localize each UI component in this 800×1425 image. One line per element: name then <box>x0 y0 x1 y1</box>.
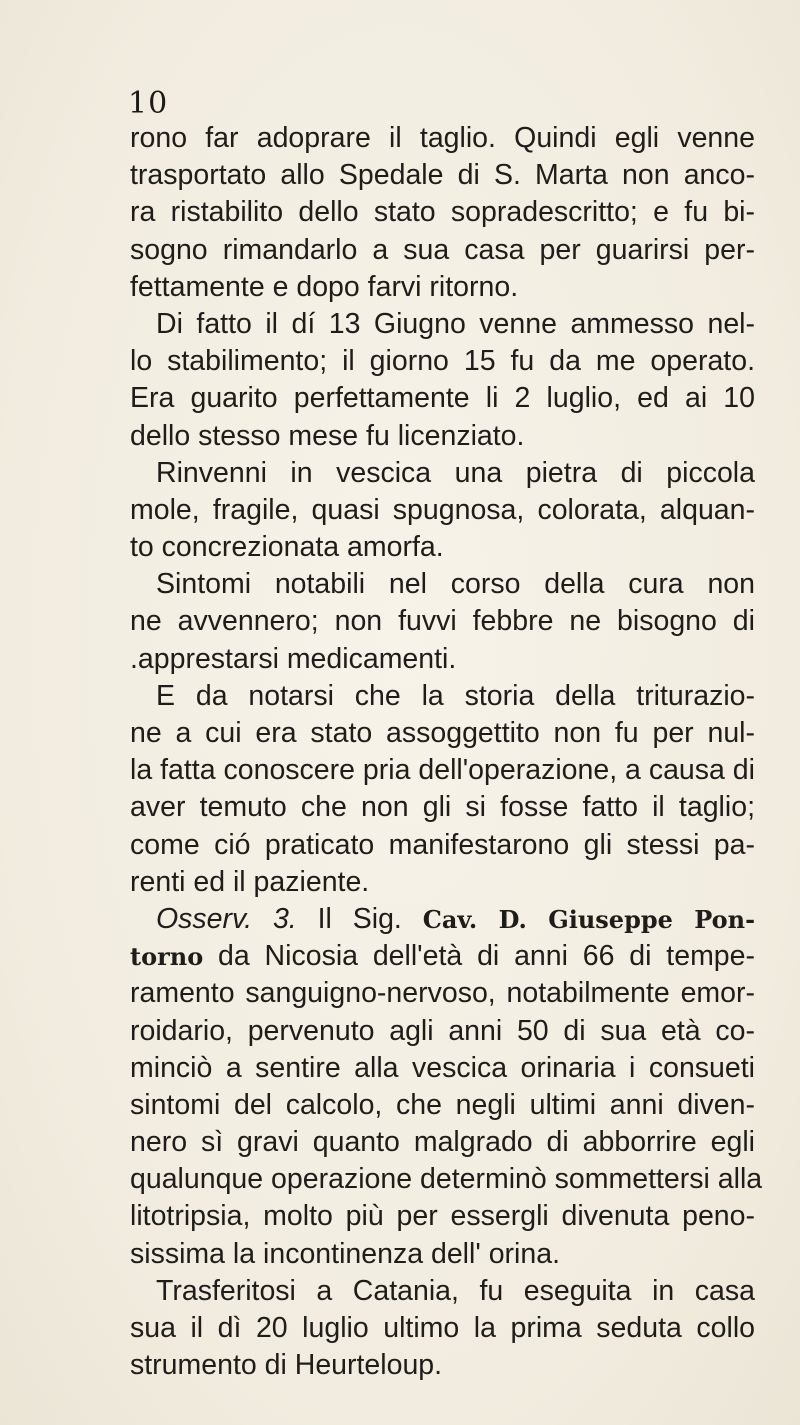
text-line: nero sì gravi quanto malgrado di abborrire egli <box>130 1126 755 1159</box>
text-line: ne a cui era stato assoggettito non fu per nul- <box>130 717 755 749</box>
text-line: come ció praticato manifestarono gli stessi pa- <box>130 828 755 861</box>
text-line: to concrezionata amorfa. <box>130 531 444 564</box>
observation-heading-line <box>130 901 755 938</box>
text-line: aver temuto che non gli si fosse fatto il taglio; <box>130 791 755 824</box>
text-line: Rinvenni in vescica una pietra di piccola <box>156 456 755 489</box>
text-line: qualunque operazione determinò sommettersi alla <box>130 1163 763 1196</box>
observation-sig: Il Sig. <box>317 902 402 935</box>
patient-name-continued: torno <box>130 942 204 972</box>
text-line: sogno rimandarlo a sua casa per guarirsi per- <box>130 233 755 266</box>
text-line: Trasferitosi a Catania, fu eseguita in casa <box>156 1274 755 1307</box>
text-line: ra ristabilito dello stato sopradescritto; e fu bi- <box>130 196 755 229</box>
text-line: mole, fragile, quasi spugnosa, colorata, alquan- <box>130 493 755 526</box>
text-line: dello stesso mese fu licenziato. <box>130 419 525 452</box>
text-line: fettamente e dopo farvi ritorno. <box>130 270 519 303</box>
text-line: rono far adoprare il taglio. Quindi egli venne <box>130 122 755 154</box>
text-line: minciò a sentire alla vescica orinaria i consueti <box>130 1051 755 1084</box>
text-line: ramento sanguigno-nervoso, notabilmente emor- <box>130 977 755 1010</box>
text-line: E da notarsi che la storia della triturazio- <box>156 679 755 712</box>
text-line: sissima la incontinenza dell' orina. <box>130 1237 560 1270</box>
text-line: strumento di Heurteloup. <box>130 1349 443 1382</box>
observation-label: Osserv. 3. <box>156 902 297 935</box>
text-line: renti ed il paziente. <box>130 865 370 898</box>
text-line: la fatta conoscere pria dell'operazione, a causa di <box>130 754 755 787</box>
page-number: 10 <box>128 86 169 121</box>
patient-name: Cav. D. Giuseppe Pon- <box>422 904 756 934</box>
body-text <box>130 120 763 1384</box>
observation-text: da Nicosia dell'età di anni 66 di tempe- <box>218 940 755 973</box>
text-line: sintomi del calcolo, che negli ultimi anni diven- <box>130 1088 755 1121</box>
text-line: Era guarito perfettamente li 2 luglio, ed ai 10 <box>130 382 755 415</box>
text-line: ne avvennero; non fuvvi febbre ne bisogno di <box>130 605 755 638</box>
text-line: .apprestarsi medicamenti. <box>130 642 457 675</box>
text-line: Di fatto il dí 13 Giugno venne ammesso nel- <box>156 307 755 340</box>
text-line: lo stabilimento; il giorno 15 fu da me operato. <box>130 345 755 378</box>
text-line: trasportato allo Spedale di S. Marta non anco- <box>130 159 755 192</box>
text-line: Sintomi notabili nel corso della cura non <box>156 568 755 601</box>
text-line <box>130 938 755 975</box>
text-line: roidario, pervenuto agli anni 50 di sua età co- <box>130 1014 755 1047</box>
text-line: sua il dì 20 luglio ultimo la prima seduta collo <box>130 1312 755 1344</box>
text-line: litotripsia, molto più per essergli divenuta peno- <box>130 1200 755 1233</box>
